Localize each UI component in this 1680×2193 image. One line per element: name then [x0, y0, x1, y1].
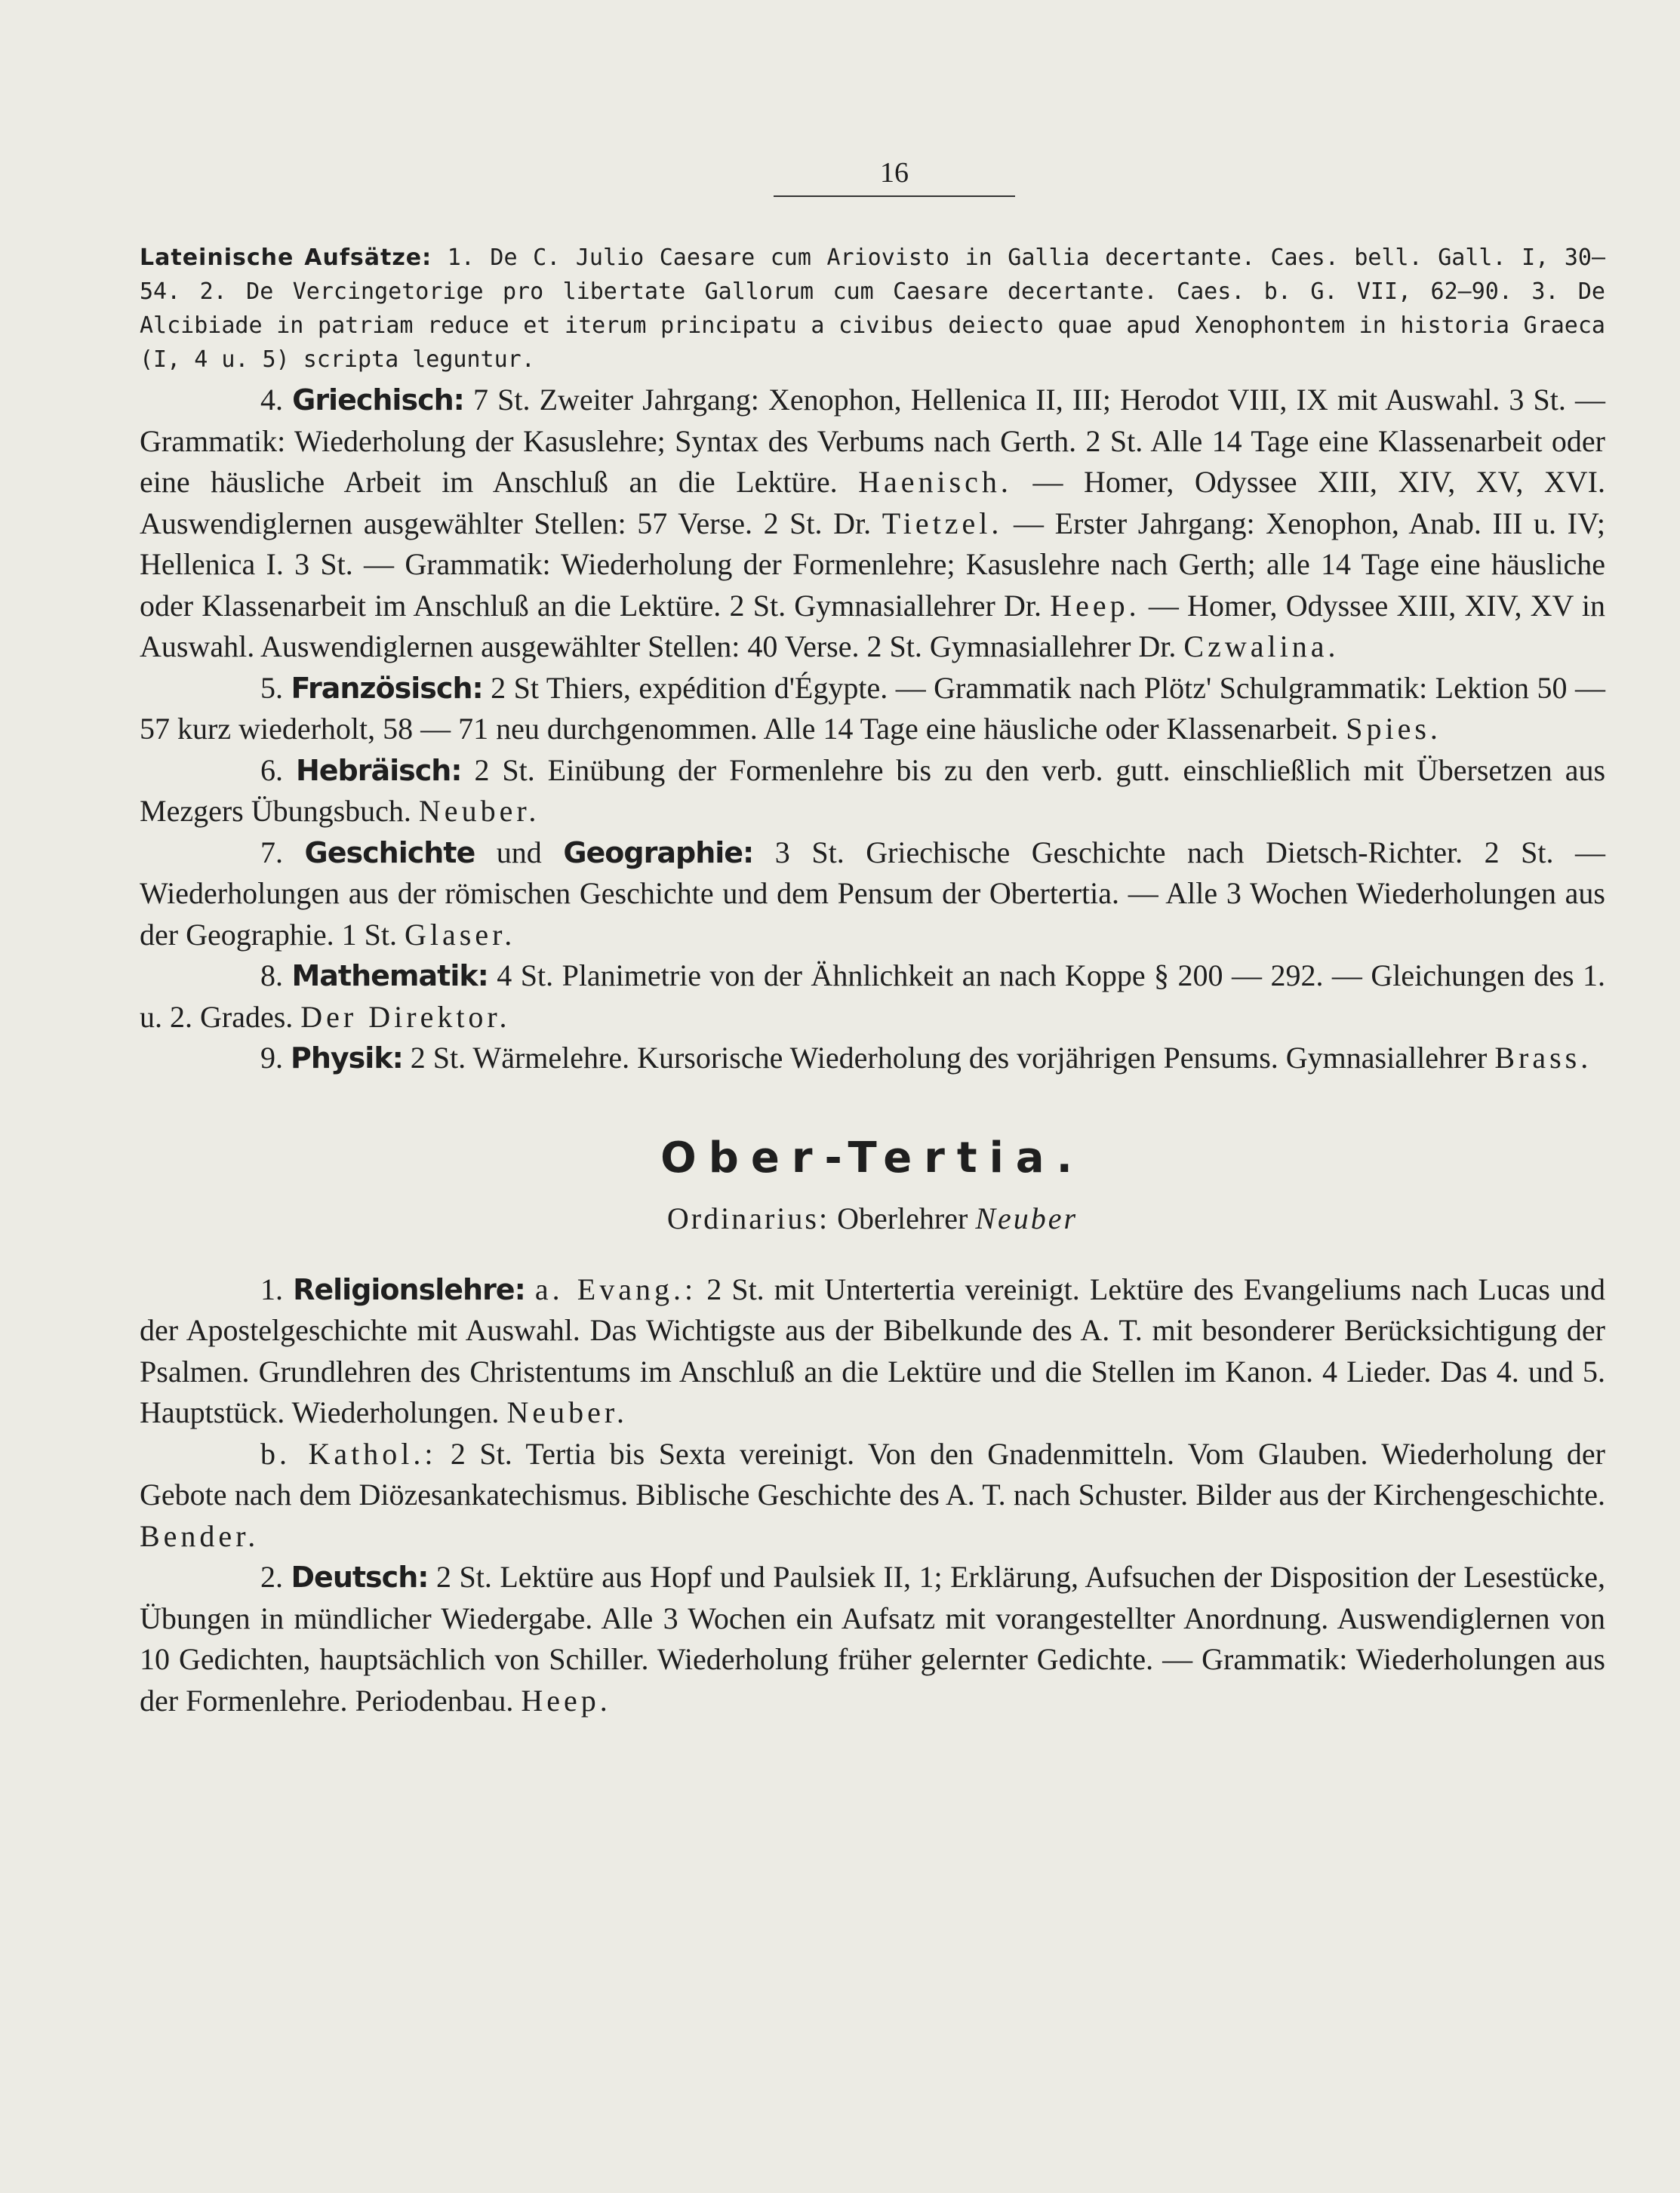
subject-franzoesisch: Französisch: — [291, 671, 483, 705]
page-number: 16 — [774, 155, 1015, 197]
teacher-name: Heep. — [1050, 588, 1140, 623]
text-segment: — Homer, Odyssee XIII, XIV, XV in Auswahl. Auswendiglernen ausgewählter Stellen: 40 Verse. 2 St. Gymnasiallehrer Dr. — [140, 588, 1606, 663]
teacher-name: Haenisch. — [858, 465, 1012, 499]
subject-geschichte: Geschichte — [304, 835, 475, 869]
item-number: 8. — [260, 958, 283, 992]
subject-physik: Physik: — [291, 1041, 403, 1075]
text-segment: und — [496, 835, 542, 869]
item-number: 7. — [260, 835, 283, 869]
subject-hebraeisch: Hebräisch: — [295, 753, 462, 787]
item-number: 4. — [260, 383, 283, 417]
teacher-name: Brass. — [1494, 1041, 1592, 1075]
latin-essays-paragraph — [140, 241, 1605, 377]
subject-geographie: Geographie: — [563, 835, 754, 869]
teacher-name: Tietzel. — [882, 506, 1003, 540]
paragraph-franzoesisch — [140, 668, 1605, 750]
text-segment: — Homer, Odyssee XIII, XIV, XV, XVI. Auswendiglernen ausgewählter Stellen: 57 Verse. 2 St. Dr. — [140, 465, 1606, 540]
teacher-name: Glaser. — [405, 917, 516, 952]
subject-deutsch: Deutsch: — [291, 1561, 429, 1594]
ordinarius-name: Neuber — [975, 1201, 1078, 1235]
text-segment: 2 St. Wärmelehre. Kursorische Wiederholung des vorjährigen Pensums. Gymnasiallehrer — [410, 1041, 1488, 1075]
religion-kathol-label: b. Kathol.: — [260, 1436, 437, 1471]
teacher-name: Neuber. — [418, 794, 540, 828]
text-segment: 3 St. Griechische Geschichte nach Dietsch-Richter. 2 St. — Wiederholungen aus der römischen Geschichte und dem Pensum der Obertertia. — Alle 3 Wochen Wiederholungen aus der Geographie. 1 St. — [140, 835, 1606, 952]
ordinarius-rank: Oberlehrer — [837, 1201, 968, 1235]
subject-griechisch: Griechisch: — [292, 383, 464, 417]
text-segment: 2 St. Einübung der Formenlehre bis zu den verb. gutt. einschließlich mit Übersetzen aus Mezgers Übungsbuch. — [140, 752, 1606, 828]
paragraph-griechisch — [140, 380, 1605, 668]
text-segment: 2 St Thiers, expédition d'Égypte. — Grammatik nach Plötz' Schulgrammatik: Lektion 50 — 57 kurz wiederholt, 58 — 71 neu durchgenommen. Alle 14 Tage eine häusliche oder Klassenarbeit. — [140, 670, 1605, 746]
teacher-name: Spies. — [1346, 712, 1442, 746]
item-number: 1. — [260, 1272, 283, 1306]
latin-essays-text: 1. De C. Julio Caesare cum Ariovisto in Gallia decertante. Caes. bell. Gall. I, 30—54. 2. De Vercingetorige pro libertate Gallorum cum Caesare decertante. Caes. b. G. VII, 62—90. 3. De Alcibiade in patriam reduce et iterum principatu a civibus deiecto quae apud Xenophontem in historia Graeca (I, 4 u. 5) scripta leguntur. — [140, 245, 1606, 373]
paragraph-mathematik — [140, 955, 1605, 1038]
teacher-name: Der Direktor. — [300, 999, 511, 1034]
subject-mathematik: Mathematik: — [291, 959, 488, 992]
paragraph-religion-evang — [140, 1269, 1605, 1434]
paragraph-geschichte — [140, 832, 1605, 956]
teacher-name: Heep. — [521, 1683, 611, 1718]
document-page — [140, 155, 1605, 1721]
paragraph-hebraeisch — [140, 750, 1605, 832]
religion-evang-label: a. Evang.: — [534, 1272, 697, 1306]
item-number: 6. — [260, 752, 283, 787]
teacher-name: Czwalina. — [1183, 629, 1340, 663]
teacher-name: Neuber. — [506, 1395, 628, 1429]
paragraph-physik — [140, 1038, 1605, 1079]
text-segment: 4 St. Planimetrie von der Ähnlichkeit an nach Koppe § 200 — 292. — Gleichungen des 1. u. 2. Grades. — [140, 958, 1605, 1034]
ordinarius-label: Ordinarius: — [666, 1201, 830, 1235]
text-segment: 2 St. Tertia bis Sexta vereinigt. Von den Gnadenmitteln. Vom Glauben. Wiederholung der Gebote nach dem Diözesankatechismus. Biblische Geschichte des A. T. nach Schuster. Bilder aus der Kirchengeschichte. — [140, 1436, 1605, 1512]
ordinarius-line — [140, 1198, 1605, 1239]
text-segment: — Erster Jahrgang: Xenophon, Anab. III u. IV; Hellenica I. 3 St. — Grammatik: Wiederholung der Formenlehre; Kasuslehre nach Gerth; alle 14 Tage eine häusliche oder Klassenarbeit im Anschluß an die Lektüre. 2 St. Gymnasiallehrer Dr. — [140, 506, 1606, 623]
text-segment: 2 St. Lektüre aus Hopf und Paulsiek II, 1; Erklärung, Aufsuchen der Disposition der Lesestücke, Übungen in mündlicher Wiedergabe. Alle 3 Wochen ein Aufsatz mit vorangestellter Anordnung. Auswendiglernen von 10 Gedichten, hauptsächlich von Schiller. Wiederholung früher gelernter Gedichte. — Grammatik: Wiederholungen aus der Formenlehre. Periodenbau. — [140, 1560, 1605, 1718]
section-title-ober-tertia: Ober-Tertia. — [660, 1133, 1085, 1183]
paragraph-deutsch — [140, 1557, 1605, 1721]
item-number: 9. — [260, 1041, 283, 1075]
text-segment: 7 St. Zweiter Jahrgang: Xenophon, Hellenica II, III; Herodot VIII, IX mit Auswahl. 3 St. — Grammatik: Wiederholung der Kasuslehre; Syntax des Verbums nach Gerth. 2 St. Alle 14 Tage eine Klassenarbeit oder eine häusliche Arbeit im Anschluß an die Lektüre. — [140, 383, 1605, 499]
item-number: 2. — [260, 1560, 283, 1594]
item-number: 5. — [260, 670, 283, 705]
latin-essays-heading: Lateinische Aufsätze: — [140, 245, 432, 271]
teacher-name: Bender. — [140, 1518, 260, 1553]
text-segment: 2 St. mit Untertertia vereinigt. Lektüre des Evangeliums nach Lucas und der Apostelgeschichte mit Auswahl. Das Wichtigste aus der Bibelkunde des A. T. mit besonderer Berücksichtigung der Psalmen. Grundlehren des Christentums im Anschluß an die Lektüre und die Stellen im Kanon. 4 Lieder. Das 4. und 5. Hauptstück. Wiederholungen. — [140, 1272, 1606, 1429]
subject-religion: Religionslehre: — [293, 1272, 525, 1306]
paragraph-religion-kathol — [140, 1434, 1605, 1558]
